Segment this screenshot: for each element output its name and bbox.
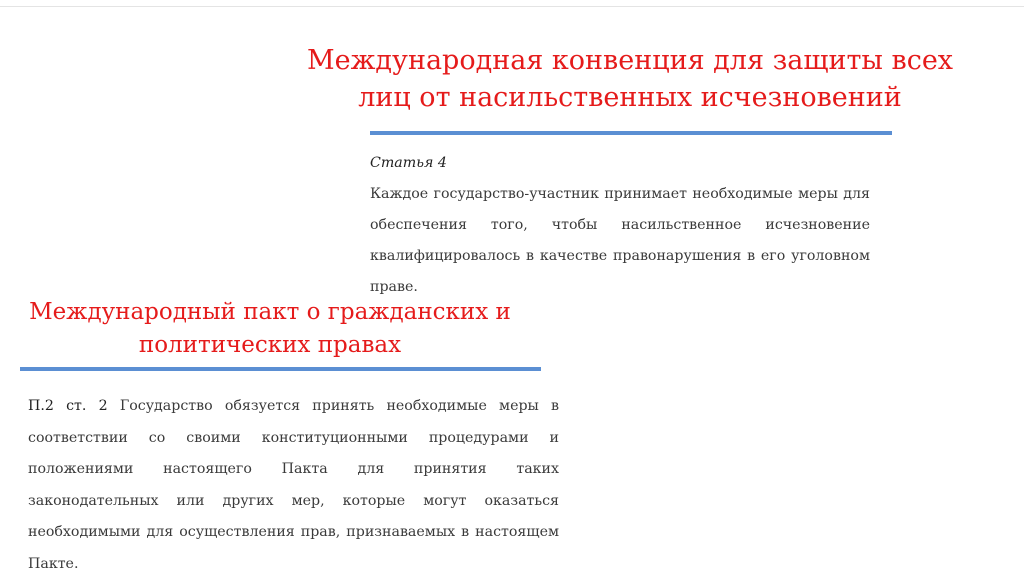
- slide-top-border: [0, 0, 1024, 7]
- covenant-title: Международный пакт о гражданских и политических правах: [29, 299, 511, 359]
- covenant-article: [28, 391, 559, 580]
- covenant-article-ref: П.2 ст. 2: [28, 398, 108, 414]
- convention-article: [370, 148, 870, 303]
- covenant-article-text: Государство обязуется принять необходимые меры в соответствии со своими конституционными процедурами и положениями настоящего Пакта для принятия таких законодательных или других мер, которые могут оказаться необходимыми для осуществления прав, признаваемых в настоящем Пакте.: [28, 398, 560, 572]
- covenant-title-underline: [20, 367, 541, 371]
- convention-article-heading: Статья 4: [370, 155, 447, 171]
- convention-article-text: Каждое государство-участник принимает необходимые меры для обеспечения того, чтобы насильственное исчезновение квалифицировалось в качестве правонарушения в его уголовном праве.: [370, 186, 870, 295]
- convention-title: Международная конвенция для защиты всех лиц от насильственных исчезновений: [306, 45, 954, 113]
- convention-title-underline: [370, 131, 892, 135]
